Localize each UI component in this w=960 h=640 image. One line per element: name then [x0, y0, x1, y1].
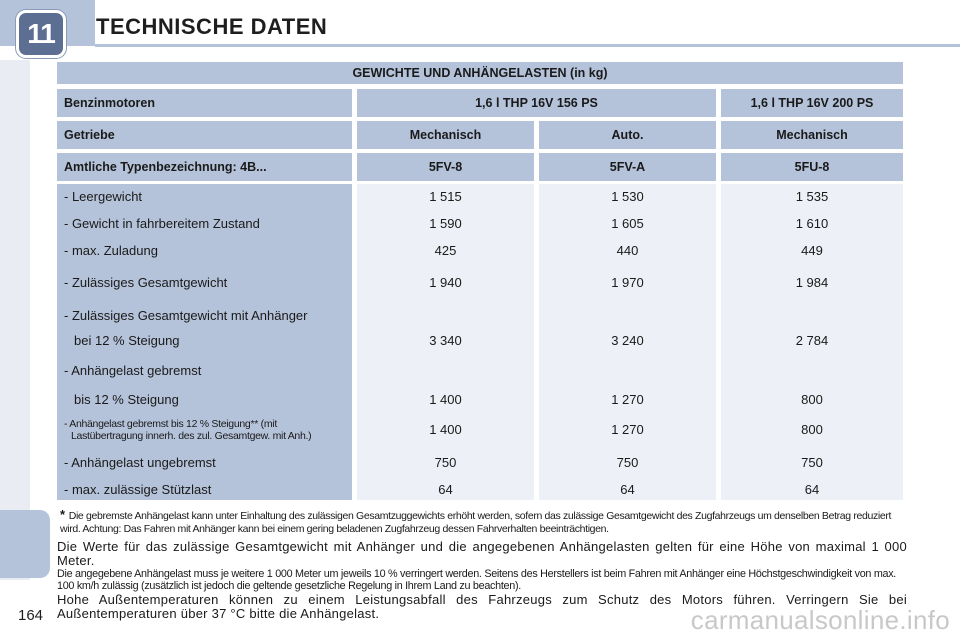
page-number: 164: [18, 607, 44, 624]
row-label-leergewicht: - Leergewicht: [64, 189, 143, 204]
type-col2: 5FV-A: [539, 153, 716, 181]
cell-gesamt-anh-2: 3 240: [611, 333, 644, 348]
gearbox-row-label: Getriebe: [57, 121, 352, 149]
cell-ungebremst-1: 750: [434, 455, 457, 470]
cell-gesamtgewicht-2: 1 970: [611, 275, 644, 290]
paragraph-altitude-reduction: Die angegebene Anhängelast muss je weitere 1 000 Meter um jeweils 10 % verringert werden. Seitens des Herstellers ist beim Fahren mit Anhänger eine Höchstgeschwindigkeit von max. 100 km/h zulässig (zusätzlich ist jedoch die geltende gesetzliche Regelung in Ihrem Land zu beachten).: [57, 568, 897, 592]
cell-fahrbereit-2: 1 605: [611, 216, 644, 231]
footnote-text: Die gebremste Anhängelast kann unter Einhaltung des zulässigen Gesamtzuggewichts erhöht werden, sofern das zulässige Gesamtgewicht des Zugfahrzeugs um denselben Betrag reduziert wird. Achtung: Das Fahren mit Anhänger kann bei einem gering beladenen Zugfahrzeug dessen Fahrverhalten beeinträchtigen.: [60, 510, 892, 535]
cell-fahrbereit-3: 1 610: [795, 216, 829, 231]
engine-row-label: Benzinmotoren: [57, 89, 352, 117]
row-label-gesamtgewicht: - Zulässiges Gesamtgewicht: [64, 275, 228, 290]
cell-gebremst-2: 1 270: [611, 392, 644, 407]
cell-gebremst-3: 800: [801, 392, 823, 407]
header-underline: [95, 44, 960, 47]
cell-gesamt-anh-1: 3 340: [429, 333, 462, 348]
gearbox-col3: Mechanisch: [721, 121, 903, 149]
row-label-steigung-12: bei 12 % Steigung: [74, 333, 180, 348]
footnote-marker: *: [60, 507, 65, 522]
cell-zuladung-3: 449: [801, 243, 823, 258]
type-col3: 5FU-8: [721, 153, 903, 181]
watermark: carmanualsonline.info: [690, 605, 950, 635]
type-row-label: Amtliche Typenbezeichnung: 4B...: [57, 153, 352, 181]
footnote: [60, 508, 906, 536]
cell-leergewicht-3: 1 535: [795, 189, 829, 204]
chapter-number-badge: 11: [16, 10, 66, 58]
gearbox-col1: Mechanisch: [357, 121, 534, 149]
cell-ungebremst-3: 750: [801, 455, 823, 470]
cell-stuetzlast-2: 64: [620, 482, 635, 497]
cell-zuladung-1: 425: [434, 243, 457, 258]
cell-gesamtgewicht-1: 1 940: [429, 275, 462, 290]
row-label-gesamtgewicht-anhaenger: - Zulässiges Gesamtgewicht mit Anhänger: [64, 308, 308, 323]
row-label-zuladung: - max. Zuladung: [64, 243, 158, 258]
row-label-ungebremst: - Anhängelast ungebremst: [64, 455, 216, 470]
row-label-lastuebertragung-line2: Lastübertragung innerh. des zul. Gesamtgew. mit Anh.): [71, 430, 312, 442]
row-label-fahrbereit: - Gewicht in fahrbereitem Zustand: [64, 216, 260, 231]
page-title: TECHNISCHE DATEN: [96, 14, 328, 39]
engine-b-header: 1,6 l THP 16V 200 PS: [721, 89, 903, 117]
row-label-lastuebertragung: [64, 418, 311, 442]
cell-gesamt-anh-3: 2 784: [795, 333, 829, 348]
cell-gesamtgewicht-3: 1 984: [795, 275, 829, 290]
gearbox-col2: Auto.: [539, 121, 716, 149]
paragraph-altitude: Die Werte für das zulässige Gesamtgewicht mit Anhänger und die angegebenen Anhängelasten gelten für eine Höhe von maximal 1 000 Meter.: [57, 539, 907, 568]
cell-stuetzlast-3: 64: [804, 482, 820, 497]
cell-lastuebertragung-1: 1 400: [429, 422, 462, 437]
row-label-stuetzlast: - max. zulässige Stützlast: [64, 482, 212, 497]
cell-leergewicht-2: 1 530: [611, 189, 644, 204]
cell-lastuebertragung-3: 800: [801, 422, 823, 437]
left-margin-tab: [0, 510, 50, 578]
engine-a-header: 1,6 l THP 16V 156 PS: [357, 89, 716, 117]
type-col1: 5FV-8: [357, 153, 534, 181]
row-label-bis-12-steigung: bis 12 % Steigung: [74, 392, 179, 407]
cell-stuetzlast-1: 64: [438, 482, 453, 497]
cell-zuladung-2: 440: [616, 243, 639, 258]
left-margin-strip: [0, 60, 30, 580]
cell-gebremst-1: 1 400: [429, 392, 462, 407]
cell-lastuebertragung-2: 1 270: [611, 422, 644, 437]
table-caption: GEWICHTE UND ANHÄNGELASTEN (in kg): [57, 62, 903, 84]
cell-leergewicht-1: 1 515: [429, 189, 462, 204]
row-label-anhaengelast-gebremst: - Anhängelast gebremst: [64, 363, 202, 378]
cell-ungebremst-2: 750: [616, 455, 639, 470]
row-label-lastuebertragung-line1: - Anhängelast gebremst bis 12 % Steigung** (mit: [64, 418, 277, 430]
cell-fahrbereit-1: 1 590: [429, 216, 462, 231]
paragraph-temperature: Hohe Außentemperaturen können zu einem Leistungsabfall des Fahrzeugs zum Schutz des Motors führen. Verringern Sie bei Außentemperaturen über 37 °C bitte die Anhängelast.: [57, 592, 907, 621]
